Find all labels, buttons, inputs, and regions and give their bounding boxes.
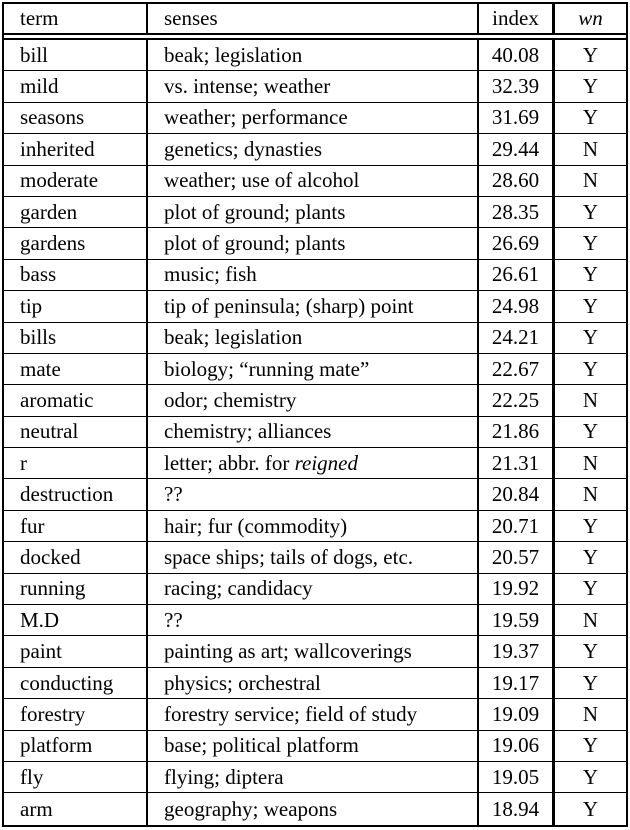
table-row — [4, 668, 626, 699]
cell-term: M.D — [4, 605, 148, 635]
cell-senses — [148, 417, 479, 447]
cell-wn: Y — [582, 513, 599, 538]
cell-senses — [148, 542, 479, 572]
cell-senses — [148, 197, 479, 227]
senses-text: geography; weapons — [164, 796, 338, 821]
cell-index: 26.61 — [479, 260, 555, 290]
cell-term: forestry — [4, 699, 148, 729]
cell-term: bills — [4, 323, 148, 353]
cell-senses — [148, 103, 479, 133]
cell-wn: Y — [582, 733, 599, 758]
table-row — [4, 323, 626, 354]
cell-senses — [148, 511, 479, 541]
cell-senses — [148, 134, 479, 164]
cell-senses — [148, 636, 479, 666]
senses-italic-text: reigned — [294, 450, 358, 475]
cell-wn: N — [582, 450, 599, 475]
cell-senses — [148, 323, 479, 353]
senses-text: odor; chemistry — [164, 387, 297, 412]
cell-term: bill — [4, 40, 148, 70]
cell-index: 19.59 — [479, 605, 555, 635]
table-row — [4, 134, 626, 165]
cell-index: 19.05 — [479, 762, 555, 792]
cell-wn: N — [582, 136, 599, 161]
cell-term: moderate — [4, 166, 148, 196]
header-index: index — [479, 4, 555, 33]
terms-table — [2, 2, 628, 827]
cell-senses — [148, 574, 479, 604]
cell-term: inherited — [4, 134, 148, 164]
cell-wn: Y — [582, 419, 599, 444]
cell-wn: N — [582, 387, 599, 412]
cell-index: 22.67 — [479, 354, 555, 384]
table-row — [4, 605, 626, 636]
senses-text: plot of ground; plants — [164, 199, 346, 224]
table-row — [4, 479, 626, 510]
cell-senses — [148, 762, 479, 792]
cell-wn: Y — [582, 356, 599, 381]
cell-wn: Y — [582, 764, 599, 789]
senses-text: chemistry; alliances — [164, 419, 332, 444]
cell-wn: Y — [582, 74, 599, 99]
cell-wn: Y — [582, 105, 599, 130]
cell-wn: N — [582, 701, 599, 726]
cell-index: 32.39 — [479, 71, 555, 101]
cell-term: mate — [4, 354, 148, 384]
header-wn: wn — [578, 6, 603, 30]
cell-term: docked — [4, 542, 148, 572]
cell-wn: Y — [582, 576, 599, 601]
table-row — [4, 291, 626, 322]
cell-senses — [148, 354, 479, 384]
table-row — [4, 699, 626, 730]
cell-term: running — [4, 574, 148, 604]
cell-senses — [148, 291, 479, 321]
cell-index: 29.44 — [479, 134, 555, 164]
table-row — [4, 448, 626, 479]
table-row — [4, 636, 626, 667]
cell-wn: Y — [582, 262, 599, 287]
table-row — [4, 197, 626, 228]
senses-text: vs. intense; weather — [164, 74, 331, 99]
cell-senses — [148, 228, 479, 258]
table-row — [4, 354, 626, 385]
table-row — [4, 260, 626, 291]
senses-text: base; political platform — [164, 733, 359, 758]
senses-text: plot of ground; plants — [164, 231, 346, 256]
cell-wn: Y — [582, 42, 599, 67]
cell-senses — [148, 71, 479, 101]
senses-text: music; fish — [164, 262, 257, 287]
cell-senses — [148, 260, 479, 290]
table-row — [4, 166, 626, 197]
senses-text: biology; “running mate” — [164, 356, 370, 381]
senses-text: beak; legislation — [164, 42, 303, 67]
cell-wn: Y — [582, 293, 599, 318]
table-row — [4, 228, 626, 259]
senses-text: weather; performance — [164, 105, 348, 130]
cell-term: bass — [4, 260, 148, 290]
cell-index: 19.06 — [479, 731, 555, 761]
cell-index: 20.71 — [479, 511, 555, 541]
cell-index: 20.84 — [479, 479, 555, 509]
cell-index: 21.86 — [479, 417, 555, 447]
table-header-row — [4, 4, 626, 35]
cell-term: fly — [4, 762, 148, 792]
cell-term: mild — [4, 71, 148, 101]
cell-wn: Y — [582, 670, 599, 695]
table-row — [4, 385, 626, 416]
cell-index: 28.60 — [479, 166, 555, 196]
senses-text: ?? — [164, 607, 183, 632]
header-term: term — [4, 4, 148, 33]
cell-senses — [148, 166, 479, 196]
cell-index: 19.37 — [479, 636, 555, 666]
cell-index: 22.25 — [479, 385, 555, 415]
cell-senses — [148, 668, 479, 698]
table-row — [4, 71, 626, 102]
senses-text: physics; orchestral — [164, 670, 321, 695]
table-row — [4, 762, 626, 793]
senses-text: forestry service; field of study — [164, 701, 418, 726]
cell-index: 24.21 — [479, 323, 555, 353]
senses-text: flying; diptera — [164, 764, 284, 789]
cell-term: r — [4, 448, 148, 478]
senses-text: beak; legislation — [164, 325, 303, 350]
senses-text: space ships; tails of dogs, etc. — [164, 544, 414, 569]
cell-term: tip — [4, 291, 148, 321]
header-senses: senses — [148, 4, 479, 33]
cell-senses — [148, 448, 479, 478]
cell-term: garden — [4, 197, 148, 227]
cell-index: 21.31 — [479, 448, 555, 478]
cell-term: gardens — [4, 228, 148, 258]
cell-term: destruction — [4, 479, 148, 509]
cell-index: 24.98 — [479, 291, 555, 321]
cell-wn: Y — [582, 639, 599, 664]
cell-term: fur — [4, 511, 148, 541]
senses-text: weather; use of alcohol — [164, 168, 360, 193]
cell-wn: Y — [582, 231, 599, 256]
cell-term: conducting — [4, 668, 148, 698]
cell-index: 19.17 — [479, 668, 555, 698]
cell-senses — [148, 731, 479, 761]
cell-wn: Y — [582, 544, 599, 569]
cell-wn: Y — [582, 325, 599, 350]
cell-index: 40.08 — [479, 40, 555, 70]
cell-index: 20.57 — [479, 542, 555, 572]
table-row — [4, 417, 626, 448]
senses-text: letter; abbr. for — [164, 450, 295, 475]
table-row — [4, 511, 626, 542]
cell-index: 28.35 — [479, 197, 555, 227]
cell-wn: Y — [582, 796, 599, 821]
table-row — [4, 574, 626, 605]
table-row — [4, 793, 626, 824]
cell-term: paint — [4, 636, 148, 666]
cell-wn: Y — [582, 199, 599, 224]
senses-text: tip of peninsula; (sharp) point — [164, 293, 414, 318]
senses-text: genetics; dynasties — [164, 136, 323, 161]
table-body — [4, 40, 626, 825]
cell-senses — [148, 793, 479, 824]
senses-text: racing; candidacy — [164, 576, 313, 601]
senses-text: hair; fur (commodity) — [164, 513, 348, 538]
cell-senses — [148, 40, 479, 70]
table-row — [4, 731, 626, 762]
cell-senses — [148, 605, 479, 635]
cell-term: neutral — [4, 417, 148, 447]
cell-index: 31.69 — [479, 103, 555, 133]
cell-index: 18.94 — [479, 793, 555, 824]
cell-senses — [148, 699, 479, 729]
cell-senses — [148, 385, 479, 415]
table-row — [4, 103, 626, 134]
table-row — [4, 40, 626, 71]
cell-term: seasons — [4, 103, 148, 133]
cell-index: 19.09 — [479, 699, 555, 729]
cell-wn: N — [582, 168, 599, 193]
cell-wn: N — [582, 607, 599, 632]
cell-term: arm — [4, 793, 148, 824]
table-row — [4, 542, 626, 573]
cell-index: 26.69 — [479, 228, 555, 258]
senses-text: ?? — [164, 482, 183, 507]
cell-term: platform — [4, 731, 148, 761]
senses-text: painting as art; wallcoverings — [164, 639, 412, 664]
cell-wn: N — [582, 482, 599, 507]
cell-term: aromatic — [4, 385, 148, 415]
cell-senses — [148, 479, 479, 509]
cell-index: 19.92 — [479, 574, 555, 604]
